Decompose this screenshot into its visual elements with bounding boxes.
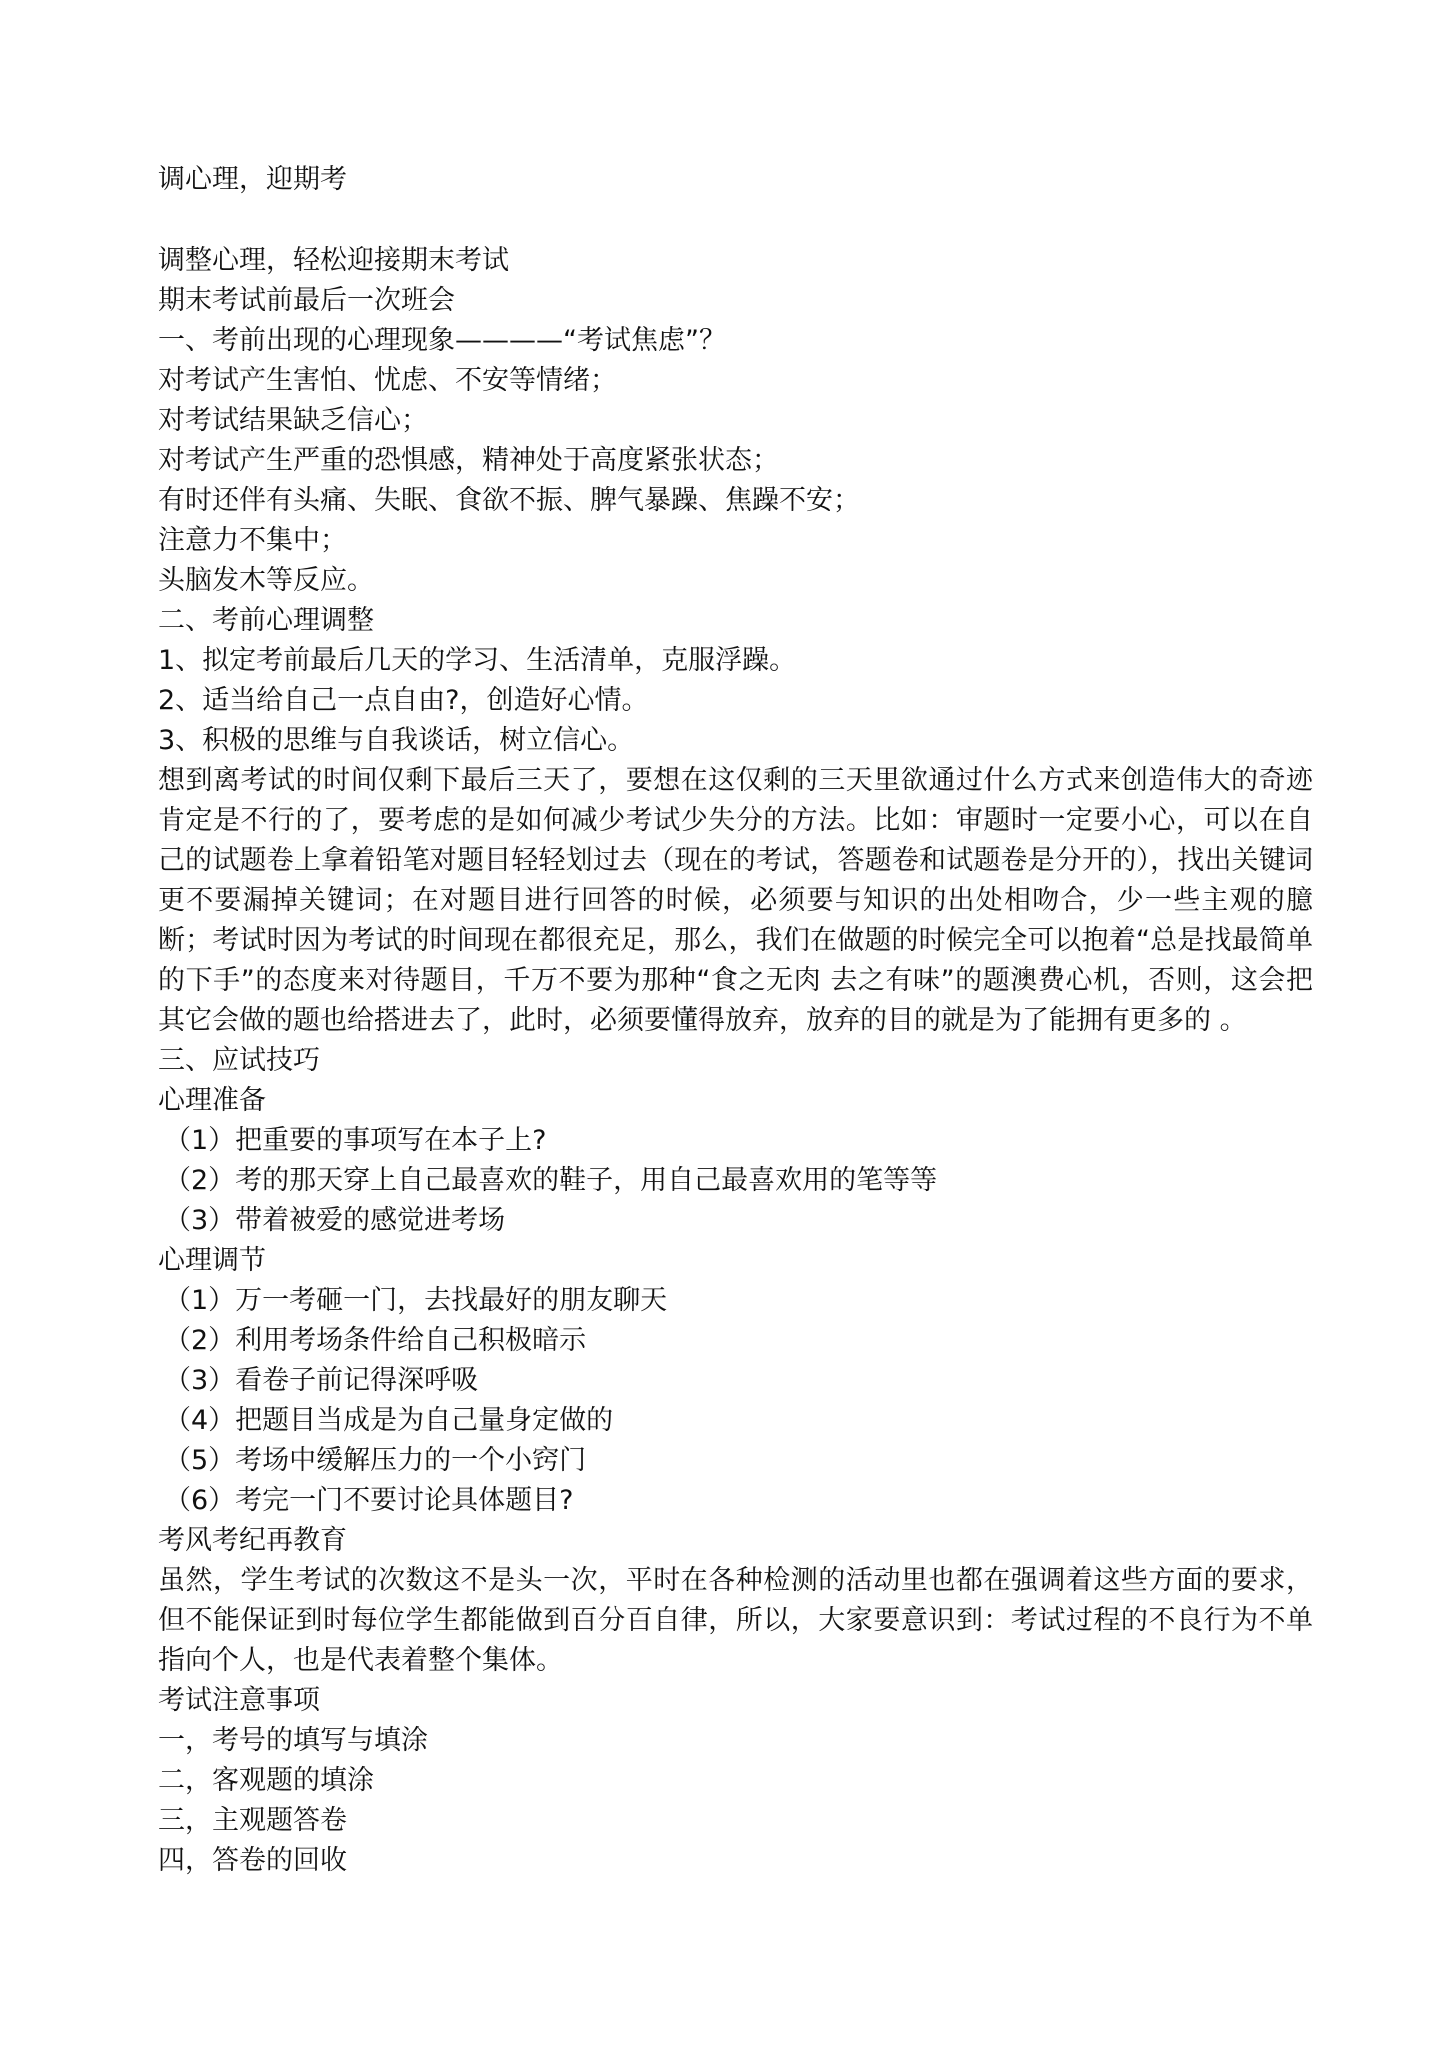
prep-item: （3）带着被爱的感觉进考场 xyxy=(164,1205,506,1236)
adjust-item: 3、积极的思维与自我谈话，树立信心。 xyxy=(158,725,635,756)
adjust-tip: （3）看卷子前记得深呼吸 xyxy=(164,1365,479,1396)
subtitle: 调整心理，轻松迎接期末考试 xyxy=(158,245,509,276)
adjust-tip: （1）万一考砸一门，去找最好的朋友聊天 xyxy=(164,1285,668,1316)
adjust-heading: 心理调节 xyxy=(158,1245,266,1276)
adjust-item: 2、适当给自己一点自由?，创造好心情。 xyxy=(158,685,649,716)
notes-item: 三，主观题答卷 xyxy=(158,1805,347,1836)
notes-item: 四，答卷的回收 xyxy=(158,1845,347,1876)
symptom-line: 头脑发木等反应。 xyxy=(158,565,374,596)
discipline-heading: 考风考纪再教育 xyxy=(158,1525,347,1556)
discipline-paragraph: 虽然，学生考试的次数这不是头一次，平时在各种检测的活动里也都在强调着这些方面的要求，但不能保证到时每位学生都能做到百分百自律，所以，大家要意识到：考试过程的不良行为不单指向个人，也是代表着整个集体。 xyxy=(158,1565,1313,1676)
advice-paragraph: 想到离考试的时间仅剩下最后三天了，要想在这仅剩的三天里欲通过什么方式来创造伟大的奇迹肯定是不行的了，要考虑的是如何减少考试少失分的方法。比如：审题时一定要小心，可以在自己的试题卷上拿着铅笔对题目轻轻划过去（现在的考试，答题卷和试题卷是分开的），找出关键词更不要漏掉关键词；在对题目进行回答的时候，必须要与知识的出处相吻合，少一些主观的臆断；考试时因为考试的时间现在都很充足，那么，我们在做题的时候完全可以抱着“总是找最简单的下手”的态度来对待题目，千万不要为那种“食之无肉 去之有味”的题澳费心机，否则，这会把其它会做的题也给搭进去了，此时，必须要懂得放弃，放弃的目的就是为了能拥有更多的 。 xyxy=(158,765,1313,1036)
symptom-line: 对考试产生害怕、忧虑、不安等情绪； xyxy=(158,365,617,396)
notes-item: 二，客观题的填涂 xyxy=(158,1765,374,1796)
symptom-line: 注意力不集中； xyxy=(158,525,347,556)
section-heading-3: 三、应试技巧 xyxy=(158,1045,320,1076)
adjust-item: 1、拟定考前最后几天的学习、生活清单，克服浮躁。 xyxy=(158,645,797,676)
notes-item: 一，考号的填写与填涂 xyxy=(158,1725,428,1756)
meeting-line: 期末考试前最后一次班会 xyxy=(158,285,455,316)
symptom-line: 有时还伴有头痛、失眠、食欲不振、脾气暴躁、焦躁不安； xyxy=(158,485,860,516)
symptom-line: 对考试结果缺乏信心； xyxy=(158,405,428,436)
section-heading-2: 二、考前心理调整 xyxy=(158,605,374,636)
adjust-tip: （4）把题目当成是为自己量身定做的 xyxy=(164,1405,614,1436)
section-heading-1: 一、考前出现的心理现象————“考试焦虑”？ xyxy=(158,325,726,356)
symptom-line: 对考试产生严重的恐惧感，精神处于高度紧张状态； xyxy=(158,445,779,476)
prep-item: （1）把重要的事项写在本子上? xyxy=(164,1125,547,1156)
document-body xyxy=(158,241,1313,1881)
notes-heading: 考试注意事项 xyxy=(158,1685,320,1716)
adjust-tip: （2）利用考场条件给自己积极暗示 xyxy=(164,1325,587,1356)
prep-item: （2）考的那天穿上自己最喜欢的鞋子，用自己最喜欢用的笔等等 xyxy=(164,1165,938,1196)
prep-heading: 心理准备 xyxy=(158,1085,266,1116)
adjust-tip: （5）考场中缓解压力的一个小窍门 xyxy=(164,1445,587,1476)
document-title: 调心理，迎期考 xyxy=(158,164,347,195)
adjust-tip: （6）考完一门不要讨论具体题目? xyxy=(164,1485,574,1516)
